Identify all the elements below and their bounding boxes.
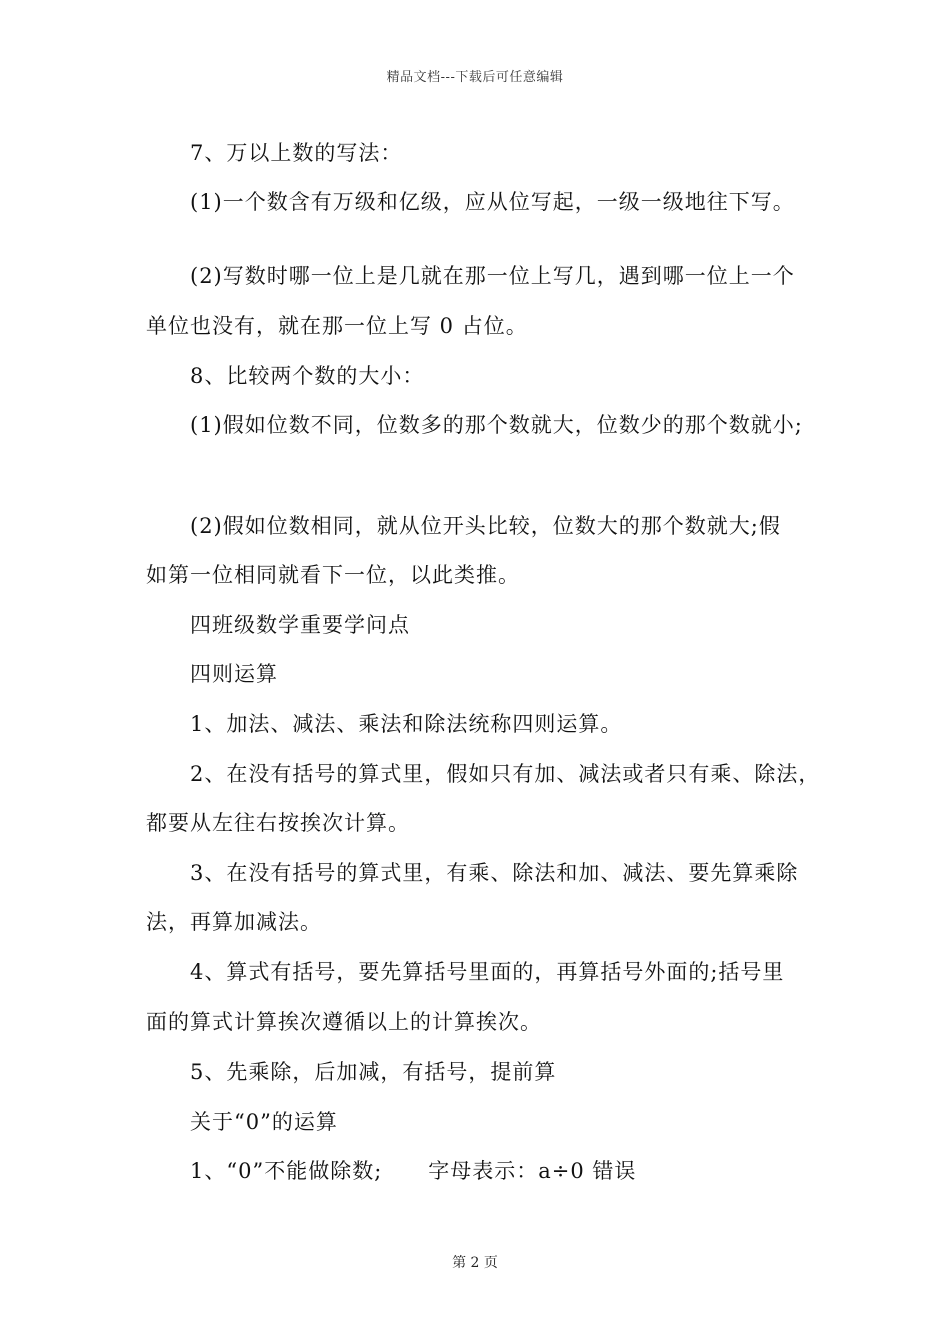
paragraph-line: 1、加法、减法、乘法和除法统称四则运算。 [190,712,623,736]
paragraph-line: 都要从左往右按挨次计算。 [146,811,410,835]
section-heading: 四班级数学重要学问点 [190,613,410,637]
paragraph-line: 8、比较两个数的大小： [190,364,425,388]
page-header: 精品文档---下载后可任意编辑 [386,70,564,85]
paragraph-line: 3、在没有括号的算式里，有乘、除法和加、减法、要先算乘除 [190,861,799,885]
paragraph-line [190,1157,636,1185]
paragraph-line: 法，再算加减法。 [146,910,322,934]
paragraph-line: (1)一个数含有万级和亿级，应从位写起，一级一级地往下写。 [190,190,795,214]
page-number: 第 2 页 [452,1255,498,1271]
section-heading: 关于“0”的运算 [190,1110,338,1134]
paragraph-line: (2)写数时哪一位上是几就在那一位上写几，遇到哪一位上一个 [190,264,795,288]
paragraph-line: 如第一位相同就看下一位，以此类推。 [146,563,520,587]
paragraph-line: 单位也没有，就在那一位上写 0 占位。 [146,314,528,338]
paragraph-line: (2)假如位数相同，就从位开头比较，位数大的那个数就大;假 [190,514,781,538]
section-heading: 四则运算 [190,662,278,686]
paragraph-line: (1)假如位数不同，位数多的那个数就大，位数少的那个数就小; [190,413,803,437]
paragraph-line: 面的算式计算挨次遵循以上的计算挨次。 [146,1010,542,1034]
rule-text: 1、“0”不能做除数; [190,1159,383,1183]
paragraph-line: 7、万以上数的写法： [190,141,403,165]
paragraph-line: 5、先乘除，后加减，有括号，提前算 [190,1060,557,1084]
paragraph-line: 2、在没有括号的算式里，假如只有加、减法或者只有乘、除法， [190,762,821,786]
paragraph-line: 4、算式有括号，要先算括号里面的，再算括号外面的;括号里 [190,960,785,984]
formula-text: 字母表示：a÷0 错误 [428,1159,637,1183]
